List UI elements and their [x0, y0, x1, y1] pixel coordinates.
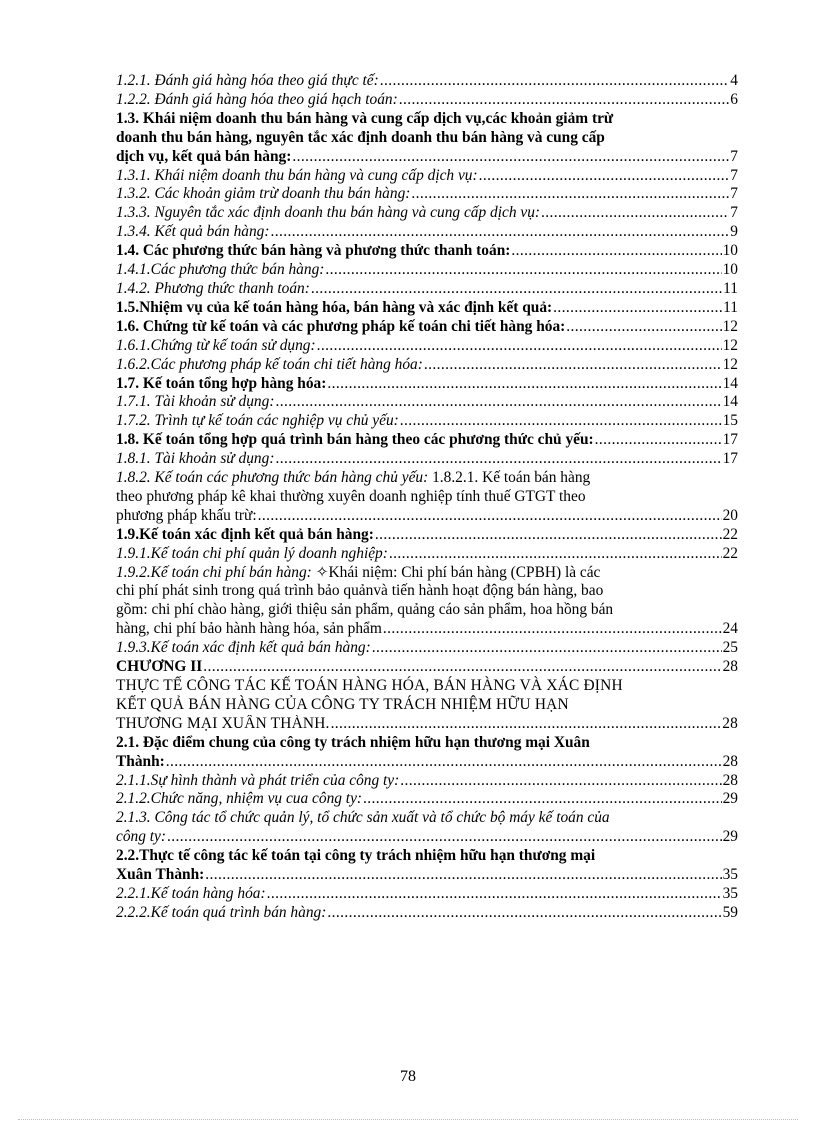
toc-entry-page: 14 — [722, 374, 738, 392]
toc-entry-line — [116, 564, 738, 583]
toc-entry-line: 2.1. Đặc điểm chung của công ty trách nhiệm hữu hạn thương mại Xuân — [116, 733, 590, 751]
toc-entry-page: 11 — [723, 298, 738, 316]
dot-leader — [292, 148, 729, 167]
toc-entry[interactable] — [116, 526, 738, 545]
toc-entry-page: 7 — [730, 204, 738, 222]
toc-entry-line: KẾT QUẢ BÁN HÀNG CỦA CÔNG TY TRÁCH NHIỆM HỮU HẠN — [116, 695, 569, 713]
toc-entry-page: 35 — [722, 866, 738, 884]
toc-entry-page: 12 — [722, 355, 738, 373]
toc-entry[interactable] — [116, 204, 738, 223]
dot-leader — [511, 242, 721, 261]
toc-entry[interactable] — [116, 885, 738, 904]
toc-entry[interactable] — [116, 91, 738, 110]
toc-entry[interactable] — [116, 658, 738, 677]
toc-entry-title: 1.6.1.Chứng từ kế toán sử dụng: — [116, 336, 316, 354]
toc-entry-title: 1.3.4. Kết quả bán hàng: — [116, 223, 270, 241]
dot-leader — [553, 299, 722, 318]
toc-entry-title: 1.4.1.Các phương thức bán hàng: — [116, 261, 325, 279]
toc-entry-title: 1.9.3.Kế toán xác định kết quả bán hàng: — [116, 639, 371, 657]
dot-leader — [383, 620, 722, 639]
toc-entry-page: 24 — [722, 620, 738, 638]
dot-leader — [205, 866, 721, 885]
toc-entry[interactable] — [116, 790, 738, 809]
toc-entry-title: 1.7.2. Trình tự kế toán các nghiệp vụ chủ yếu: — [116, 412, 399, 430]
toc-entry-page: 10 — [722, 242, 738, 260]
dot-leader — [424, 356, 722, 375]
toc-entry-title: 2.1.1.Sự hình thành và phát triển của công ty: — [116, 771, 400, 789]
toc-entry-title: 1.3.3. Nguyên tắc xác định doanh thu bán hàng và cung cấp dịch vụ: — [116, 204, 541, 222]
dot-leader — [325, 261, 721, 280]
toc-entry[interactable] — [116, 356, 738, 375]
toc-entry-title: 1.6. Chứng từ kế toán và các phương pháp kế toán chi tiết hàng hóa: — [116, 317, 566, 335]
toc-entry-title: 2.2.1.Kế toán hàng hóa: — [116, 884, 266, 902]
toc-entry[interactable] — [116, 809, 738, 847]
toc-entry[interactable] — [116, 299, 738, 318]
dot-leader — [275, 393, 721, 412]
toc-entry[interactable] — [116, 375, 738, 394]
toc-entry-page: 28 — [722, 752, 738, 770]
toc-entry-title: công ty: — [116, 828, 166, 846]
toc-entry-page: 11 — [723, 279, 738, 297]
toc-entry-line: gồm: chi phí chào hàng, giới thiệu sản phẩm, quảng cáo sản phẩm, hoa hồng bán — [116, 601, 614, 619]
toc-entry[interactable] — [116, 242, 738, 261]
toc-entry[interactable] — [116, 904, 738, 923]
page-edge-divider — [18, 1119, 798, 1120]
toc-entry-page: 12 — [722, 336, 738, 354]
dot-leader — [275, 450, 721, 469]
dot-leader — [258, 507, 722, 526]
toc-entry-page: 20 — [722, 506, 738, 524]
toc-entry-page: 59 — [722, 903, 738, 921]
toc-entry-title: dịch vụ, kết quả bán hàng: — [116, 147, 292, 165]
toc-entry-title: 1.6.2.Các phương pháp kế toán chi tiết hàng hóa: — [116, 355, 423, 373]
toc-entry-page: 25 — [722, 639, 738, 657]
dot-leader — [167, 828, 722, 847]
toc-entry[interactable] — [116, 431, 738, 450]
toc-entry[interactable] — [116, 545, 738, 564]
dot-leader — [331, 715, 722, 734]
dot-leader — [400, 772, 721, 791]
toc-entry-line: 2.1.3. Công tác tổ chức quản lý, tổ chức sản xuất và tổ chức bộ máy kế toán của — [116, 809, 610, 827]
toc-entry-page: 29 — [722, 828, 738, 846]
toc-entry-line — [116, 469, 738, 488]
toc-entry-title: phương pháp khấu trừ: — [116, 506, 257, 524]
dot-leader — [203, 658, 721, 677]
toc-entry[interactable] — [116, 412, 738, 431]
dot-leader — [400, 412, 722, 431]
toc-entry-title: CHƯƠNG II — [116, 658, 203, 676]
toc-entry-page: 6 — [730, 90, 738, 108]
toc-entry-page: 15 — [722, 412, 738, 430]
dot-leader — [317, 337, 722, 356]
toc-entry-line: THỰC TẾ CÔNG TÁC KẾ TOÁN HÀNG HÓA, BÁN HÀNG VÀ XÁC ĐỊNH — [116, 677, 623, 694]
toc-entry[interactable] — [116, 847, 738, 885]
toc-entry-page: 4 — [730, 72, 738, 89]
toc-entry-page: 29 — [722, 790, 738, 808]
toc-entry-title: Thành: — [116, 752, 165, 770]
toc-entry-title: 1.4.2. Phương thức thanh toán: — [116, 279, 310, 297]
toc-entry-text-part: ✧Khái niệm: Chi phí bán hàng (CPBH) là các — [311, 563, 601, 581]
toc-entry-title: 1.7.1. Tài khoản sử dụng: — [116, 393, 275, 411]
toc-entry-page: 35 — [722, 884, 738, 902]
dot-leader — [566, 318, 721, 337]
dot-leader — [399, 91, 730, 110]
toc-entry-page: 7 — [730, 185, 738, 203]
toc-entry-page: 14 — [722, 393, 738, 411]
toc-entry-page: 12 — [722, 317, 738, 335]
toc-entry-page: 28 — [722, 714, 738, 732]
dot-leader — [372, 639, 722, 658]
toc-entry[interactable] — [116, 280, 738, 299]
toc-entry-text-part: 1.9.2.Kế toán chi phí bán hàng: — [116, 563, 312, 581]
toc-entry-line: theo phương pháp kê khai thường xuyên doanh nghiệp tính thuế GTGT theo — [116, 487, 586, 505]
toc-entry-title: 1.3.2. Các khoản giảm trừ doanh thu bán hàng: — [116, 185, 411, 203]
toc-entry-page: 22 — [722, 544, 738, 562]
dot-leader — [270, 223, 729, 242]
toc-entry[interactable] — [116, 223, 738, 242]
toc-entry[interactable] — [116, 469, 738, 526]
toc-entry[interactable] — [116, 72, 738, 91]
toc-entry-title: 1.8. Kế toán tổng hợp quá trình bán hàng theo các phương thức chủ yếu: — [116, 431, 594, 449]
toc-entry[interactable] — [116, 261, 738, 280]
toc-entry-page: 28 — [722, 771, 738, 789]
dot-leader — [389, 545, 722, 564]
toc-entry-line: doanh thu bán hàng, nguyên tắc xác định doanh thu bán hàng và cung cấp — [116, 128, 605, 146]
toc-entry[interactable] — [116, 167, 738, 186]
toc-entry-text-part: 1.8.2.1. Kế toán bán hàng — [428, 469, 591, 487]
dot-leader — [479, 167, 730, 186]
toc-entry[interactable] — [116, 450, 738, 469]
toc-entry-page: 22 — [722, 525, 738, 543]
page-number: 78 — [400, 1068, 416, 1085]
toc-entry[interactable] — [116, 564, 738, 640]
toc-entry-title: 1.9.Kế toán xác định kết quả bán hàng: — [116, 525, 374, 543]
dot-leader — [363, 790, 722, 809]
toc-entry[interactable] — [116, 185, 738, 204]
toc-entry-title: 1.3.1. Khái niệm doanh thu bán hàng và cung cấp dịch vụ: — [116, 166, 478, 184]
toc-entry-title: 1.8.1. Tài khoản sử dụng: — [116, 450, 275, 468]
table-of-contents — [116, 72, 738, 923]
toc-entry-title: hàng, chi phí bảo hành hàng hóa, sản phẩm — [116, 620, 382, 638]
toc-entry-page: 9 — [730, 223, 738, 241]
toc-entry-page: 10 — [722, 261, 738, 279]
toc-entry[interactable] — [116, 734, 738, 772]
toc-entry-line: 1.3. Khái niệm doanh thu bán hàng và cung cấp dịch vụ,các khoản giảm trừ — [116, 109, 614, 127]
toc-entry-title: Xuân Thành: — [116, 866, 205, 884]
dot-leader — [327, 904, 721, 923]
toc-entry-title: 2.2.2.Kế toán quá trình bán hàng: — [116, 903, 327, 921]
toc-entry[interactable] — [116, 677, 738, 734]
toc-entry-line: chi phí phát sinh trong quá trình bảo quảnvà tiến hành hoạt động bán hàng, bao — [116, 582, 604, 600]
dot-leader — [166, 753, 722, 772]
toc-entry-text-part: 1.8.2. Kế toán các phương thức bán hàng chủ yếu: — [116, 469, 429, 487]
toc-entry-title: 1.7. Kế toán tổng hợp hàng hóa: — [116, 374, 327, 392]
toc-entry[interactable] — [116, 772, 738, 791]
toc-entry[interactable] — [116, 318, 738, 337]
toc-entry-title: 1.9.1.Kế toán chi phí quản lý doanh nghiệp: — [116, 544, 388, 562]
dot-leader — [380, 72, 730, 91]
dot-leader — [311, 280, 722, 299]
dot-leader — [541, 204, 729, 223]
dot-leader — [595, 431, 722, 450]
toc-entry-page: 28 — [722, 658, 738, 676]
toc-entry-page: 7 — [730, 147, 738, 165]
toc-entry-title: 1.2.1. Đánh giá hàng hóa theo giá thực tế: — [116, 72, 379, 89]
toc-entry-page: 17 — [722, 431, 738, 449]
dot-leader — [267, 885, 722, 904]
toc-entry[interactable] — [116, 393, 738, 412]
toc-entry[interactable] — [116, 110, 738, 167]
toc-entry[interactable] — [116, 639, 738, 658]
dot-leader — [327, 375, 721, 394]
toc-entry[interactable] — [116, 337, 738, 356]
dot-leader — [375, 526, 722, 545]
toc-entry-page: 17 — [722, 450, 738, 468]
toc-entry-title: 1.5.Nhiệm vụ của kế toán hàng hóa, bán hàng và xác định kết quả: — [116, 298, 553, 316]
dot-leader — [411, 185, 729, 204]
toc-entry-title: 2.1.2.Chức năng, nhiệm vụ cua công ty: — [116, 790, 363, 808]
toc-entry-page: 7 — [730, 166, 738, 184]
toc-entry-line: 2.2.Thực tế công tác kế toán tại công ty trách nhiệm hữu hạn thương mại — [116, 847, 596, 865]
toc-entry-title: 1.2.2. Đánh giá hàng hóa theo giá hạch toán: — [116, 90, 398, 108]
toc-entry-title: THƯƠNG MẠI XUÂN THÀNH. — [116, 714, 330, 732]
toc-entry-title: 1.4. Các phương thức bán hàng và phương thức thanh toán: — [116, 242, 511, 260]
